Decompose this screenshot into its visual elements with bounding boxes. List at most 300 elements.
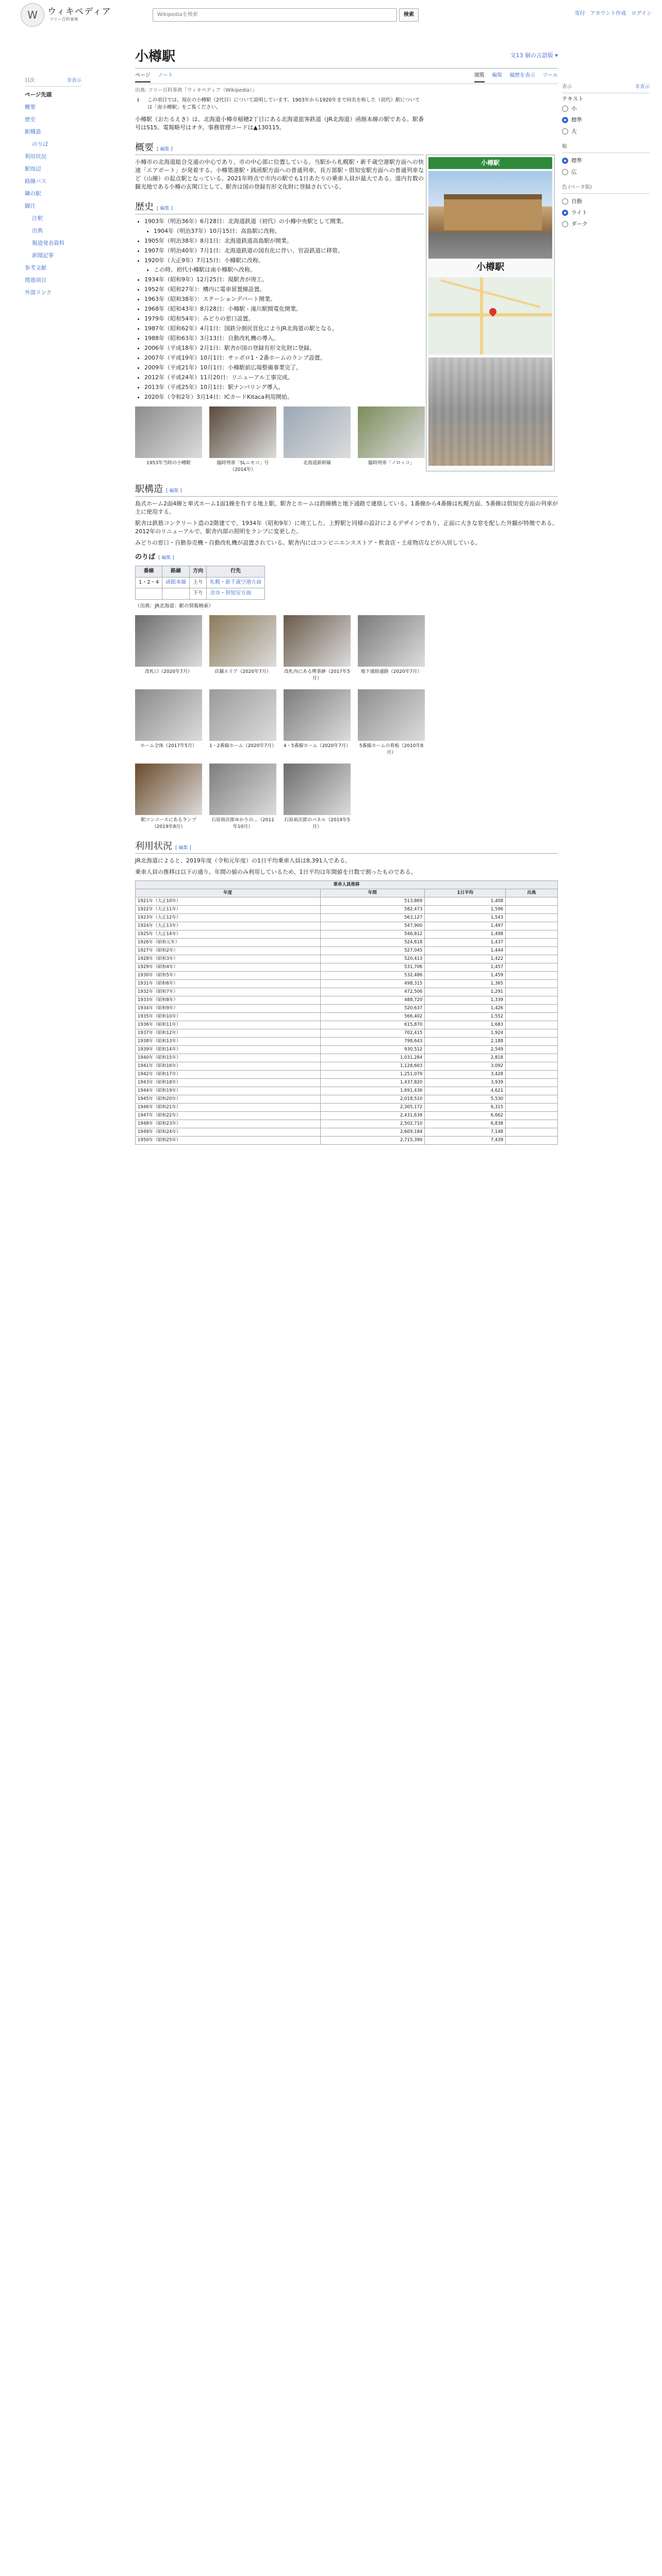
edit-section-link[interactable]: [ 編集 ] xyxy=(166,488,182,494)
radio-icon[interactable] xyxy=(562,198,568,205)
passenger-cell: 1,552 xyxy=(425,1012,506,1021)
table-row xyxy=(136,1012,558,1021)
table-row xyxy=(136,1136,558,1144)
source-cell xyxy=(506,1095,558,1103)
subsection-heading-platforms xyxy=(135,553,558,563)
tab-history[interactable]: 履歴を表示 xyxy=(509,73,536,79)
gallery-caption: 5番線ホームの看板（2010年8月） xyxy=(359,743,424,755)
history-item-text: 1905年（明治38年）8月1日：北海道鉄道高島駅が開業。 xyxy=(144,237,292,244)
passenger-cell: 1925年（大正14年） xyxy=(136,930,321,938)
text-size-option-label: 大 xyxy=(571,128,577,134)
site-wordmark[interactable]: ウィキペディア xyxy=(47,7,111,17)
passenger-cell: 1,365 xyxy=(425,979,506,988)
passenger-cell: 1940年（昭和15年） xyxy=(136,1054,321,1062)
appearance-heading xyxy=(562,81,650,93)
platform-cell[interactable]: 余市・倶知安方面 xyxy=(207,588,265,600)
passenger-cell: 2,502,710 xyxy=(320,1120,425,1128)
text-size-label: テキスト xyxy=(562,95,584,102)
passenger-cell: 4,621 xyxy=(425,1087,506,1095)
platform-cell[interactable] xyxy=(162,588,190,600)
platform-cell[interactable]: 函館本線 xyxy=(162,577,190,588)
toc-item[interactable]: 駅構造 xyxy=(25,128,41,135)
history-item-text: 1979年（昭和54年）：みどりの窓口設置。 xyxy=(144,315,254,323)
toc-item[interactable]: 脚注 xyxy=(25,202,36,209)
table-row xyxy=(136,1045,558,1054)
width-options xyxy=(562,155,650,178)
source-cell xyxy=(506,938,558,946)
passenger-cell: 1,543 xyxy=(425,913,506,922)
history-item-text: 1903年（明治36年）6月28日：北海道鉄道（初代）の小樽中央駅として開業。 xyxy=(144,217,347,225)
table-row xyxy=(136,938,558,946)
site-tagline: フリー百科事典 xyxy=(49,17,78,22)
passenger-cell: 566,402 xyxy=(320,1012,425,1021)
language-button[interactable]: 文13 個の言語版 ▾ xyxy=(510,52,558,59)
toc-list xyxy=(25,89,81,299)
passenger-cell: 1,437,820 xyxy=(320,1078,425,1087)
passenger-cell: 1936年（昭和11年） xyxy=(136,1021,321,1029)
appearance-title: 表示 xyxy=(562,84,572,90)
passenger-cell: 531,706 xyxy=(320,963,425,971)
passenger-cell: 1923年（大正12年） xyxy=(136,913,321,922)
toc-item[interactable]: のりば xyxy=(32,141,48,147)
subsection-title: のりば xyxy=(135,553,156,562)
section-title: 駅構造 xyxy=(135,483,163,495)
page-tabs xyxy=(135,72,558,84)
search-input[interactable]: Wikipediaを検索 xyxy=(153,8,397,22)
passenger-cell: 488,720 xyxy=(320,996,425,1004)
toc-sidebar xyxy=(25,77,81,299)
history-item xyxy=(144,295,424,303)
section-title: 概要 xyxy=(135,142,154,153)
passenger-cell: 1930年（昭和5年） xyxy=(136,971,321,979)
history-item xyxy=(144,344,424,352)
passenger-cell: 6,838 xyxy=(425,1120,506,1128)
toc-item[interactable]: 関連項目 xyxy=(25,277,46,283)
table-row xyxy=(136,1087,558,1095)
overview-paragraph: 小樽市の北海道総合交通の中心であり、市の中心部に位置している。当駅から札幌駅・新千歳空港駅方面への快速「エアポート」が発着する。小樽築港駅・銭函駅方面への普通列車、長万部駅・倶知安駅方面への普通列車など（山線）の起点駅となっている。2021年時点で市内の駅でも1日あたりの乗車人員が最大である。道内有数の観光地である小樽の玄関口として、駅舎は国の登録有形文化財に登録されている。 xyxy=(135,158,424,190)
history-list xyxy=(135,217,424,401)
width-label-text: 幅 xyxy=(562,143,567,149)
color-option[interactable] xyxy=(562,218,650,230)
toc-item[interactable]: 歴史 xyxy=(25,116,36,123)
passenger-cell: 1,031,284 xyxy=(320,1054,425,1062)
history-item-text: 1987年（昭和62年）4月1日：国鉄分割民営化によりJR北海道の駅となる。 xyxy=(144,325,338,332)
history-item-text: 1952年（昭和27年）：構内に電車留置線設置。 xyxy=(144,286,266,293)
gallery-caption: 1953年当時の小樽駅 xyxy=(146,460,191,466)
platform-table-header: 行先 xyxy=(207,566,265,578)
passenger-cell: 472,506 xyxy=(320,988,425,996)
structure-gallery xyxy=(135,615,455,831)
passenger-cell: 1928年（昭和3年） xyxy=(136,955,321,963)
search-button[interactable]: 検索 xyxy=(399,8,419,22)
gallery-photo[interactable] xyxy=(358,406,425,458)
passenger-cell: 1921年（大正10年） xyxy=(136,897,321,905)
station-photo[interactable] xyxy=(428,171,552,259)
edit-section-link[interactable]: [ 編集 ] xyxy=(158,555,174,561)
width-option[interactable] xyxy=(562,166,650,178)
passenger-cell: 2,818 xyxy=(425,1054,506,1062)
tab-tools[interactable]: ツール xyxy=(542,73,558,79)
gallery-photo[interactable] xyxy=(358,615,425,667)
edit-section-link[interactable]: [ 編集 ] xyxy=(157,206,173,211)
width-option-label: 標準 xyxy=(571,157,582,164)
passenger-cell: 1,691,436 xyxy=(320,1087,425,1095)
gallery-photo[interactable] xyxy=(284,764,351,815)
gallery-caption: ホーム全体（2017年5月） xyxy=(140,743,197,749)
toc-item[interactable]: 利用状況 xyxy=(25,153,46,160)
section-heading-overview xyxy=(135,141,424,155)
toc-item[interactable]: 駅周辺 xyxy=(25,165,41,172)
passenger-cell: 1950年（昭和25年） xyxy=(136,1136,321,1144)
section-title: 利用状況 xyxy=(135,840,172,852)
passenger-cell: 702,415 xyxy=(320,1029,425,1037)
history-gallery xyxy=(135,406,444,473)
table-row xyxy=(136,996,558,1004)
history-item xyxy=(144,217,424,235)
text-size-option-label: 小 xyxy=(571,105,577,112)
width-option[interactable] xyxy=(562,155,650,166)
history-item xyxy=(144,325,424,333)
passenger-cell: 1929年（昭和4年） xyxy=(136,963,321,971)
history-item xyxy=(144,237,424,245)
source-cell xyxy=(506,1062,558,1070)
gallery-caption: 店舗エリア（2020年7月） xyxy=(214,669,271,674)
platform-cell: 1・2・4 xyxy=(136,577,162,588)
passenger-table-title: 乗車人員推移 xyxy=(136,880,558,889)
gallery-caption: 4・5番線ホーム（2020年7月） xyxy=(284,743,351,749)
history-item xyxy=(144,285,424,294)
history-item xyxy=(144,247,424,255)
passenger-cell: 1946年（昭和21年） xyxy=(136,1103,321,1111)
gallery-photo[interactable] xyxy=(209,764,276,815)
passenger-cell: 1,497 xyxy=(425,922,506,930)
source-cell xyxy=(506,913,558,922)
article-body xyxy=(135,115,424,401)
language-count[interactable]: 13 個の言語版 xyxy=(516,52,553,59)
passenger-cell: 524,618 xyxy=(320,938,425,946)
table-row xyxy=(136,988,558,996)
appearance-sidebar xyxy=(562,77,650,230)
user-links xyxy=(575,10,652,18)
edit-section-link[interactable]: [ 編集 ] xyxy=(175,845,191,851)
toc-item[interactable]: 概要 xyxy=(25,104,36,110)
toc-item[interactable]: 参考文献 xyxy=(25,264,46,271)
gallery-item xyxy=(284,764,351,831)
passenger-cell: 1922年（大正11年） xyxy=(136,905,321,913)
passenger-table-header: 年度 xyxy=(136,889,321,897)
passenger-cell: 1938年（昭和13年） xyxy=(136,1037,321,1045)
gallery-photo[interactable] xyxy=(135,764,202,815)
table-row xyxy=(136,1103,558,1111)
table-row xyxy=(136,1004,558,1012)
passenger-cell: 615,870 xyxy=(320,1021,425,1029)
passenger-cell: 6,662 xyxy=(425,1111,506,1120)
donate-link[interactable]: 寄付 xyxy=(574,11,585,16)
table-row xyxy=(136,1070,558,1078)
passenger-cell: 1,924 xyxy=(425,1029,506,1037)
station-infobox xyxy=(426,155,555,471)
passenger-cell: 532,486 xyxy=(320,971,425,979)
table-row xyxy=(136,922,558,930)
infobox-title: 小樽駅 xyxy=(428,157,552,169)
radio-icon[interactable] xyxy=(562,128,568,134)
source-cell xyxy=(506,1037,558,1045)
history-item-text: 2009年（平成21年）10月1日：小樽駅前広場整備事業完了。 xyxy=(144,364,302,371)
platform-table-header: 方向 xyxy=(190,566,207,578)
toc-item[interactable]: 出典 xyxy=(32,227,43,234)
source-cell xyxy=(506,955,558,963)
tab-talk[interactable]: ノート xyxy=(157,73,173,79)
color-label xyxy=(562,182,650,194)
text-size-option[interactable] xyxy=(562,126,650,137)
passenger-cell: 1924年（大正13年） xyxy=(136,922,321,930)
history-item xyxy=(144,315,424,323)
source-cell xyxy=(506,1128,558,1136)
gallery-caption: 駅コンコースにあるランプ（2019年8月） xyxy=(141,817,196,829)
table-row xyxy=(136,1095,558,1103)
history-item xyxy=(144,383,424,392)
source-cell xyxy=(506,1111,558,1120)
gallery-photo[interactable] xyxy=(284,406,351,458)
appearance-hide-button[interactable]: 非表示 xyxy=(635,84,650,90)
table-row xyxy=(136,913,558,922)
edit-section-link[interactable]: [ 編集 ] xyxy=(157,146,173,152)
color-option-label: ダーク xyxy=(571,221,588,227)
passenger-cell: 2,188 xyxy=(425,1037,506,1045)
tab-page[interactable]: ページ xyxy=(135,72,151,82)
source-cell xyxy=(506,1136,558,1144)
station-aerial-photo[interactable] xyxy=(428,358,552,466)
passenger-cell: 1934年（昭和9年） xyxy=(136,1004,321,1012)
structure-paragraph-2: 駅舎は鉄筋コンクリート造の2階建てで、1934年（昭和9年）に竣工した。上野駅と同様の設計によるデザインであり、正面に大きな窓を配した外観が特徴である。2012年のリニューアルで、駅舎内部の照明をランプに変更した。 xyxy=(135,519,558,535)
history-item-text: 2006年（平成18年）2月1日：駅舎が国の登録有形文化財に登録。 xyxy=(144,344,315,351)
table-row xyxy=(136,963,558,971)
toc-hide-button[interactable]: 非表示 xyxy=(67,78,81,83)
history-item xyxy=(144,305,424,313)
width-label xyxy=(562,141,650,153)
platform-source-note: （出典：JR北海道：駅の情報検索） xyxy=(135,603,213,609)
passenger-cell: 1,437 xyxy=(425,938,506,946)
table-row xyxy=(136,946,558,955)
toc-item[interactable]: 注釈 xyxy=(32,215,43,222)
radio-icon[interactable] xyxy=(562,106,568,112)
source-cell xyxy=(506,1078,558,1087)
history-item-text: 1907年（明治40年）7月1日：北海道鉄道の国有化に伴い、官設鉄道に移管。 xyxy=(144,247,343,254)
passenger-cell: 520,413 xyxy=(320,955,425,963)
passenger-cell: 546,812 xyxy=(320,930,425,938)
passenger-cell: 2,549 xyxy=(425,1045,506,1054)
passenger-cell: 1,128,603 xyxy=(320,1062,425,1070)
history-item-text: 1968年（昭和43年）8月28日：小樽駅 - 滝川駅間電化開業。 xyxy=(144,306,302,313)
source-line: 出典: フリー百科事典『ウィキペディア（Wikipedia）』 xyxy=(135,87,257,93)
passenger-cell: 2,018,510 xyxy=(320,1095,425,1103)
table-row xyxy=(136,1078,558,1087)
history-item xyxy=(144,374,424,382)
gallery-item xyxy=(135,406,202,473)
table-row xyxy=(136,955,558,963)
gallery-item xyxy=(209,406,276,473)
source-cell xyxy=(506,996,558,1004)
passenger-cell: 1,426 xyxy=(425,1004,506,1012)
source-cell xyxy=(506,1054,558,1062)
gallery-photo[interactable] xyxy=(209,406,276,458)
toc-item[interactable]: 報道発表資料 xyxy=(32,240,64,246)
passenger-table-header: 出典 xyxy=(506,889,558,897)
text-size-option[interactable] xyxy=(562,114,650,126)
passenger-cell: 1,498 xyxy=(425,930,506,938)
source-cell xyxy=(506,979,558,988)
toc-item[interactable]: ページ先頭 xyxy=(25,91,52,98)
toc-item[interactable]: 隣の駅 xyxy=(25,190,41,197)
source-cell xyxy=(506,946,558,955)
history-item-text: 2020年（令和2年）3月14日：ICカードKitaca利用開始。 xyxy=(144,393,293,400)
table-row xyxy=(136,1111,558,1120)
passenger-table xyxy=(135,880,558,1145)
login-link[interactable]: ログイン xyxy=(631,11,652,16)
toc-item[interactable]: 新聞記事 xyxy=(32,252,54,259)
source-cell xyxy=(506,897,558,905)
gallery-item xyxy=(358,406,425,473)
table-row xyxy=(136,577,265,588)
color-label-text: 色 (ベータ版) xyxy=(562,184,592,190)
gallery-caption: 臨時列車「ノロッコ」 xyxy=(368,460,415,466)
gallery-photo[interactable] xyxy=(135,615,202,667)
passenger-cell: 3,428 xyxy=(425,1070,506,1078)
location-map[interactable] xyxy=(428,277,552,354)
gallery-photo[interactable] xyxy=(209,689,276,741)
usage-paragraph: JR北海道によると、2019年度（令和元年度）の1日平均乗車人員は8,391人である。 xyxy=(135,857,351,864)
passenger-cell: 582,473 xyxy=(320,905,425,913)
gallery-caption: 臨時列車「SLニセコ」号（2014年） xyxy=(217,460,269,472)
passenger-cell: 1939年（昭和14年） xyxy=(136,1045,321,1054)
history-item-text: 1963年（昭和38年）：ステーションデパート開業。 xyxy=(144,296,276,303)
passenger-cell: 1,444 xyxy=(425,946,506,955)
section-heading-usage xyxy=(135,840,558,854)
structure-paragraph-1: 島式ホーム2面4線と単式ホーム1面1線を有する地上駅。駅舎とホームは跨線橋と地下通路で連絡している。1番線から4番線は札幌方面、5番線は倶知安方面の列車が主に使用する。 xyxy=(135,500,558,515)
source-cell xyxy=(506,988,558,996)
history-item-text: 1920年（大正9年）7月15日：小樽駅に改称。 xyxy=(144,257,264,264)
platform-table-header: 番線 xyxy=(136,566,162,578)
text-size-options xyxy=(562,103,650,137)
section-title: 歴史 xyxy=(135,201,154,212)
passenger-cell: 1942年（昭和17年） xyxy=(136,1070,321,1078)
gallery-photo[interactable] xyxy=(284,615,351,667)
passenger-cell: 1932年（昭和7年） xyxy=(136,988,321,996)
table-row xyxy=(136,1021,558,1029)
tab-read[interactable]: 閲覧 xyxy=(474,72,485,82)
passenger-cell: 1933年（昭和8年） xyxy=(136,996,321,1004)
gallery-item xyxy=(358,615,425,682)
history-item xyxy=(144,257,424,275)
passenger-cell: 3,939 xyxy=(425,1078,506,1087)
passenger-cell: 3,092 xyxy=(425,1062,506,1070)
passenger-cell: 1941年（昭和16年） xyxy=(136,1062,321,1070)
source-cell xyxy=(506,1012,558,1021)
history-item-text: 2013年（平成25年）10月1日：駅ナンバリング導入。 xyxy=(144,383,284,391)
passenger-cell: 1931年（昭和6年） xyxy=(136,979,321,988)
color-option[interactable] xyxy=(562,196,650,207)
history-item xyxy=(144,364,424,372)
toc-item[interactable]: 外部リンク xyxy=(25,289,52,296)
gallery-photo[interactable] xyxy=(284,689,351,741)
table-row xyxy=(136,1029,558,1037)
platform-table-header: 路線 xyxy=(162,566,190,578)
passenger-cell: 5,530 xyxy=(425,1095,506,1103)
radio-icon[interactable] xyxy=(562,169,568,175)
passenger-cell: 1,457 xyxy=(425,963,506,971)
gallery-photo[interactable] xyxy=(135,406,202,458)
table-row xyxy=(136,979,558,988)
toc-heading xyxy=(25,77,81,87)
toc-item[interactable]: 路線バス xyxy=(25,178,46,184)
table-row xyxy=(136,897,558,905)
color-option[interactable] xyxy=(562,207,650,218)
passenger-cell: 1945年（昭和20年） xyxy=(136,1095,321,1103)
radio-icon[interactable] xyxy=(562,158,568,164)
table-row xyxy=(136,930,558,938)
radio-icon[interactable] xyxy=(562,210,568,216)
gallery-photo[interactable] xyxy=(135,689,202,741)
gallery-item xyxy=(209,764,276,831)
source-cell xyxy=(506,905,558,913)
history-item xyxy=(144,334,424,343)
history-item xyxy=(144,393,424,401)
hatnote: ℹ この項目では、現在の小樽駅（2代目）について説明しています。1903年から1920年まで同名を称した（初代）駅については「南小樽駅」をご覧ください。 xyxy=(135,97,424,111)
structure-paragraph-3: みどりの窓口・自動券売機・自動改札機が設置されている。駅舎内にはコンビニエンスストア・飲食店・土産物店などが入居している。 xyxy=(135,539,481,546)
lead-paragraph: 小樽駅（おたるえき）は、北海道小樽市稲穂2丁目にある北海道旅客鉄道（JR北海道）函館本線の駅である。駅番号はS15。電報略号はオタ。事務管理コードは▲130115。 xyxy=(135,115,424,131)
color-option-label: ライト xyxy=(571,209,588,216)
gallery-caption: 改札内にある喫茶跡（2017年5月） xyxy=(284,669,350,681)
gallery-item xyxy=(135,689,202,756)
source-cell xyxy=(506,1070,558,1078)
gallery-photo[interactable] xyxy=(209,615,276,667)
passenger-cell: 547,900 xyxy=(320,922,425,930)
text-size-option-label: 標準 xyxy=(571,116,582,123)
wikipedia-logo[interactable]: W xyxy=(21,3,44,27)
history-item xyxy=(144,276,424,284)
radio-icon[interactable] xyxy=(562,117,568,123)
passenger-cell: 1,422 xyxy=(425,955,506,963)
platform-cell xyxy=(136,588,162,600)
text-size-option[interactable] xyxy=(562,103,650,114)
gallery-caption: 石原裕次郎ゆかりの…（2011年10月） xyxy=(211,817,274,829)
platform-table xyxy=(135,566,265,600)
gallery-item xyxy=(284,689,351,756)
gallery-caption: 北海道新幹線 xyxy=(303,460,331,466)
passenger-cell: 1944年（昭和19年） xyxy=(136,1087,321,1095)
passenger-table-header: 1日平均 xyxy=(425,889,506,897)
source-cell xyxy=(506,1029,558,1037)
source-cell xyxy=(506,1103,558,1111)
passenger-cell: 1949年（昭和24年） xyxy=(136,1128,321,1136)
gallery-caption: 地下連絡通路（2020年7月） xyxy=(360,669,422,674)
radio-icon[interactable] xyxy=(562,221,568,227)
gallery-item xyxy=(209,615,276,682)
gallery-item xyxy=(358,689,425,756)
create-account-link[interactable]: アカウント作成 xyxy=(590,11,626,16)
passenger-cell: 2,609,184 xyxy=(320,1128,425,1136)
source-cell xyxy=(506,1120,558,1128)
source-cell xyxy=(506,971,558,979)
table-row xyxy=(136,971,558,979)
gallery-item xyxy=(135,615,202,682)
passenger-cell: 1,596 xyxy=(425,905,506,913)
gallery-photo[interactable] xyxy=(358,689,425,741)
tab-edit[interactable]: 編集 xyxy=(492,73,503,79)
platform-cell[interactable]: 札幌・新千歳空港方面 xyxy=(207,577,265,588)
site-header xyxy=(0,0,662,31)
gallery-item xyxy=(284,615,351,682)
